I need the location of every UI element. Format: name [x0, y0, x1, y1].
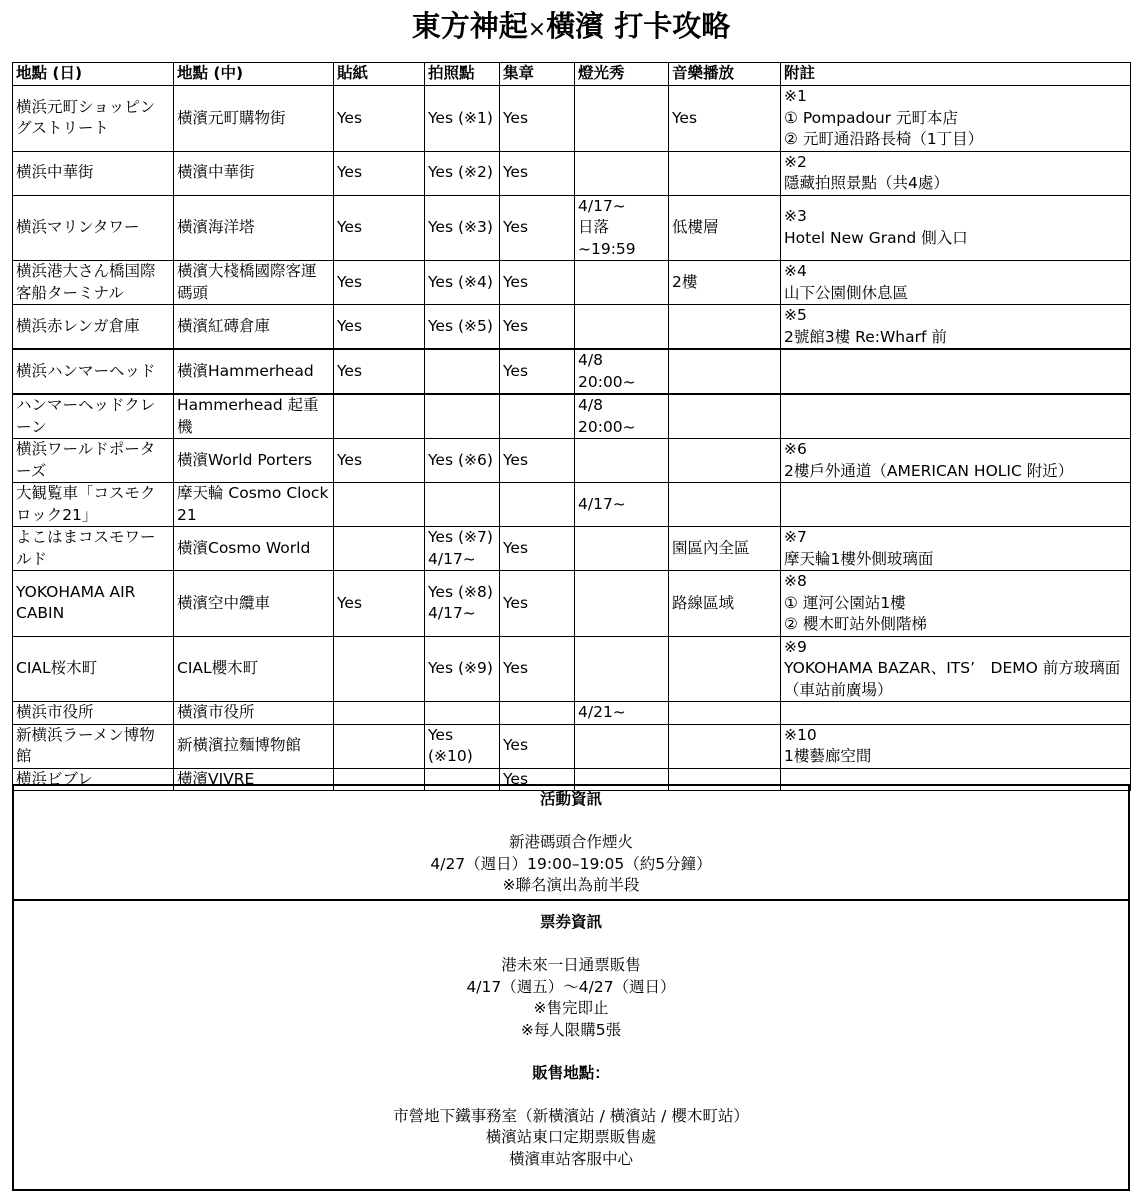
table-row — [13, 702, 1131, 725]
cell-stamp: Yes — [500, 261, 575, 305]
cell-stamp: Yes — [500, 724, 575, 768]
cell-location-zh: 橫濱紅磚倉庫 — [174, 305, 334, 350]
cell-music — [669, 702, 781, 725]
ticket-info-box — [12, 901, 1130, 1191]
event-info-line: 新港碼頭合作煙火 — [508, 833, 633, 851]
cell-light-show — [575, 636, 669, 702]
cell-sticker: Yes — [334, 195, 425, 261]
title-separator: × — [527, 17, 547, 42]
cell-location-jp: 横浜市役所 — [13, 702, 174, 725]
cell-location-zh: 橫濱中華街 — [174, 151, 334, 195]
header-sticker: 貼紙 — [334, 63, 425, 86]
cell-location-zh: 新橫濱拉麵博物館 — [174, 724, 334, 768]
cell-location-jp: 横浜元町ショッピングストリート — [13, 86, 174, 152]
cell-notes: ※2 隱藏拍照景點（共4處） — [781, 151, 1131, 195]
table-row — [13, 527, 1131, 571]
cell-notes: ※1 ① Pompadour 元町本店 ② 元町通沿路長椅（1丁目） — [781, 86, 1131, 152]
cell-light-show: 4/21~ — [575, 702, 669, 725]
cell-music: Yes — [669, 86, 781, 152]
cell-photo-spot: Yes (※3) — [425, 195, 500, 261]
cell-photo-spot: Yes (※2) — [425, 151, 500, 195]
table-row — [13, 305, 1131, 350]
ticket-info-line: ※每人限購5張 — [520, 1020, 622, 1039]
header-photo-spot: 拍照點 — [425, 63, 500, 86]
cell-location-jp: CIAL桜木町 — [13, 636, 174, 702]
cell-sticker: Yes — [334, 151, 425, 195]
cell-stamp: Yes — [500, 305, 575, 350]
cell-notes: ※5 2號館3樓 Re:Wharf 前 — [781, 305, 1131, 350]
event-info-box — [12, 784, 1130, 901]
cell-stamp: Yes — [500, 527, 575, 571]
cell-sticker: Yes — [334, 349, 425, 394]
sales-location-line: 市營地下鐵事務室（新橫濱站 / 橫濱站 / 櫻木町站） — [393, 1106, 749, 1125]
cell-stamp: Yes — [500, 636, 575, 702]
cell-sticker — [334, 702, 425, 725]
header-music: 音樂播放 — [669, 63, 781, 86]
cell-location-zh: CIAL櫻木町 — [174, 636, 334, 702]
cell-photo-spot: Yes (※10) — [425, 724, 500, 768]
cell-location-zh: 橫濱World Porters — [174, 439, 334, 483]
table-row — [13, 195, 1131, 261]
cell-stamp — [500, 483, 575, 527]
cell-notes: ※10 1樓藝廊空間 — [781, 724, 1131, 768]
cell-light-show — [575, 305, 669, 350]
cell-photo-spot: Yes (※1) — [425, 86, 500, 152]
cell-photo-spot: Yes (※5) — [425, 305, 500, 350]
sales-location-line: 橫濱站東口定期票販售處 — [485, 1128, 657, 1146]
cell-music — [669, 349, 781, 394]
cell-location-jp: 横浜ハンマーヘッド — [13, 349, 174, 394]
header-location-jp: 地點 (日) — [13, 63, 174, 86]
sales-location-title: 販售地點： — [532, 1063, 610, 1082]
cell-stamp: Yes — [500, 571, 575, 637]
cell-photo-spot: Yes (※4) — [425, 261, 500, 305]
cell-location-jp: 横浜マリンタワー — [13, 195, 174, 261]
cell-music — [669, 724, 781, 768]
cell-location-jp: よこはまコスモワールド — [13, 527, 174, 571]
cell-music: 2樓 — [669, 261, 781, 305]
header-notes: 附註 — [781, 63, 1131, 86]
cell-stamp: Yes — [500, 86, 575, 152]
cell-notes — [781, 394, 1131, 439]
event-info-title: 活動資訊 — [539, 790, 602, 808]
cell-light-show — [575, 439, 669, 483]
cell-light-show: 4/17~ — [575, 483, 669, 527]
cell-location-zh: 橫濱空中纜車 — [174, 571, 334, 637]
cell-stamp: Yes — [500, 768, 575, 791]
table-row — [13, 483, 1131, 527]
table-row — [13, 86, 1131, 152]
cell-light-show — [575, 151, 669, 195]
cell-location-jp: 横浜赤レンガ倉庫 — [13, 305, 174, 350]
cell-photo-spot — [425, 394, 500, 439]
header-location-zh: 地點 (中) — [174, 63, 334, 86]
table-row — [13, 571, 1131, 637]
cell-photo-spot — [425, 483, 500, 527]
cell-stamp: Yes — [500, 439, 575, 483]
event-info-line: ※聯名演出為前半段 — [502, 876, 640, 894]
cell-light-show: 4/17~ 日落 ~19:59 — [575, 195, 669, 261]
cell-location-zh: Hammerhead 起重機 — [174, 394, 334, 439]
ticket-info-line: 港未來一日通票販售 — [501, 956, 641, 974]
ticket-info-line: ※售完即止 — [533, 999, 609, 1017]
cell-light-show — [575, 86, 669, 152]
cell-location-jp: 横浜ビブレ — [13, 768, 174, 791]
cell-photo-spot: Yes (※9) — [425, 636, 500, 702]
cell-music — [669, 151, 781, 195]
cell-music — [669, 483, 781, 527]
cell-light-show: 4/8 20:00~ — [575, 349, 669, 394]
sales-location-line: 橫濱車站客服中心 — [508, 1149, 633, 1168]
cell-location-jp: 大観覧車「コスモクロック21」 — [13, 483, 174, 527]
cell-photo-spot: Yes (※7) 4/17~ — [425, 527, 500, 571]
cell-photo-spot — [425, 349, 500, 394]
cell-light-show — [575, 261, 669, 305]
cell-sticker: Yes — [334, 439, 425, 483]
cell-photo-spot: Yes (※8) 4/17~ — [425, 571, 500, 637]
ticket-info-line: 4/17（週五）～4/27（週日） — [466, 977, 676, 996]
cell-notes: ※9 YOKOHAMA BAZAR、ITS’ DEMO 前方玻璃面（車站前廣場） — [781, 636, 1131, 702]
cell-stamp: Yes — [500, 349, 575, 394]
title-text-guide: 橫濱 打卡攻略 — [546, 9, 731, 43]
cell-notes: ※3 Hotel New Grand 側入口 — [781, 195, 1131, 261]
cell-location-jp: ハンマーヘッドクレーン — [13, 394, 174, 439]
cell-music: 低樓層 — [669, 195, 781, 261]
cell-location-zh: 橫濱海洋塔 — [174, 195, 334, 261]
cell-notes — [781, 349, 1131, 394]
cell-photo-spot: Yes (※6) — [425, 439, 500, 483]
cell-music — [669, 636, 781, 702]
cell-light-show — [575, 527, 669, 571]
cell-sticker — [334, 636, 425, 702]
cell-photo-spot — [425, 702, 500, 725]
cell-sticker: Yes — [334, 261, 425, 305]
cell-location-zh: 橫濱大棧橋國際客運碼頭 — [174, 261, 334, 305]
table-row — [13, 394, 1131, 439]
cell-location-zh: 橫濱元町購物街 — [174, 86, 334, 152]
cell-location-jp: 横浜港大さん橋国際客船ターミナル — [13, 261, 174, 305]
header-stamp: 集章 — [500, 63, 575, 86]
cell-stamp — [500, 702, 575, 725]
cell-music: 路線區域 — [669, 571, 781, 637]
spots-table — [12, 62, 1131, 791]
table-row — [13, 151, 1131, 195]
cell-music — [669, 305, 781, 350]
table-row — [13, 439, 1131, 483]
cell-notes: ※6 2樓戶外通道（AMERICAN HOLIC 附近） — [781, 439, 1131, 483]
cell-notes: ※4 山下公園側休息區 — [781, 261, 1131, 305]
cell-location-jp: 横浜ワールドポーターズ — [13, 439, 174, 483]
ticket-info-title: 票券資訊 — [539, 913, 602, 931]
table-row — [13, 349, 1131, 394]
title-text-artist: 東方神起 — [411, 9, 528, 43]
cell-sticker: Yes — [334, 86, 425, 152]
cell-notes — [781, 702, 1131, 725]
cell-music — [669, 439, 781, 483]
cell-notes: ※8 ① 運河公園站1樓 ② 櫻木町站外側階梯 — [781, 571, 1131, 637]
table-row — [13, 724, 1131, 768]
cell-sticker — [334, 724, 425, 768]
cell-notes — [781, 483, 1131, 527]
cell-sticker — [334, 483, 425, 527]
cell-location-jp: 横浜中華街 — [13, 151, 174, 195]
cell-location-zh: 摩天輪 Cosmo Clock 21 — [174, 483, 334, 527]
cell-location-zh: 橫濱Cosmo World — [174, 527, 334, 571]
cell-sticker — [334, 394, 425, 439]
cell-light-show: 4/8 20:00~ — [575, 394, 669, 439]
cell-location-zh: 橫濱市役所 — [174, 702, 334, 725]
cell-location-jp: YOKOHAMA AIR CABIN — [13, 571, 174, 637]
cell-sticker — [334, 527, 425, 571]
cell-location-zh: 橫濱Hammerhead — [174, 349, 334, 394]
page-title — [0, 4, 1142, 52]
table-row — [13, 261, 1131, 305]
cell-light-show — [575, 724, 669, 768]
table-header-row — [13, 63, 1131, 86]
cell-sticker: Yes — [334, 571, 425, 637]
cell-light-show — [575, 571, 669, 637]
cell-stamp — [500, 394, 575, 439]
cell-sticker: Yes — [334, 305, 425, 350]
table-row — [13, 636, 1131, 702]
cell-stamp: Yes — [500, 151, 575, 195]
header-light-show: 燈光秀 — [575, 63, 669, 86]
cell-location-jp: 新横浜ラーメン博物館 — [13, 724, 174, 768]
cell-music: 園區內全區 — [669, 527, 781, 571]
cell-location-zh: 橫濱VIVRE — [174, 768, 334, 791]
cell-music — [669, 394, 781, 439]
cell-stamp: Yes — [500, 195, 575, 261]
event-info-line: 4/27（週日）19:00–19:05（約5分鐘） — [430, 854, 712, 873]
cell-notes: ※7 摩天輪1樓外側玻璃面 — [781, 527, 1131, 571]
